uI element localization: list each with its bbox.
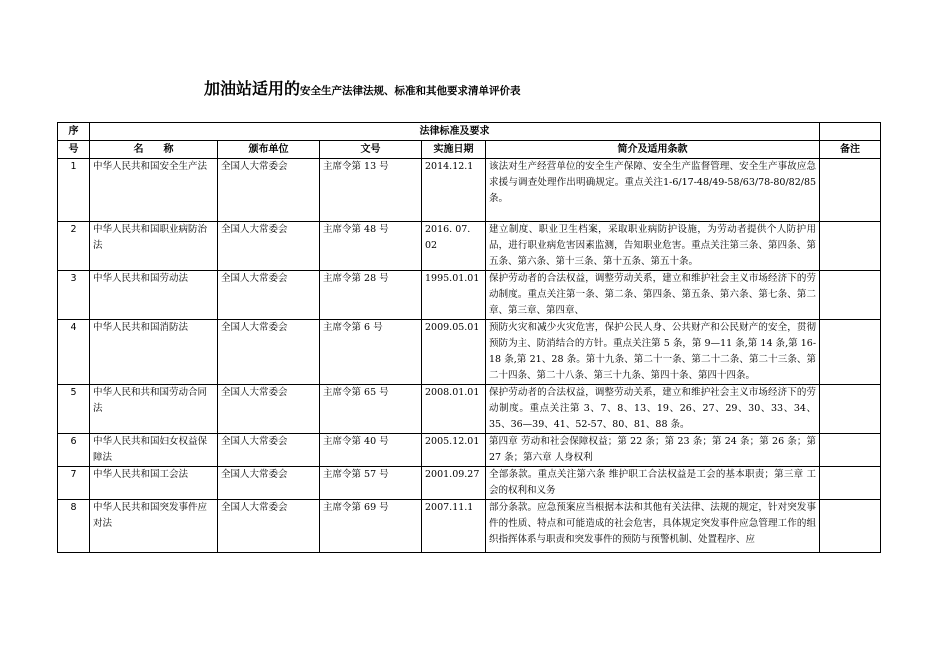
- row-date: 2016. 07. 02: [422, 222, 486, 271]
- header-remark-top: [820, 123, 881, 141]
- law-table: [57, 122, 881, 553]
- header-issuer: 颁布单位: [218, 141, 320, 159]
- row-issuer: 全国人大常委会: [218, 500, 320, 553]
- row-issuer: 全国人大常委会: [218, 434, 320, 467]
- header-group: 法律标准及要求: [90, 123, 820, 141]
- row-date: 2007.11.1: [422, 500, 486, 553]
- row-issuer: 全国人大常委会: [218, 385, 320, 434]
- row-doc-no: 主席令第 28 号: [320, 271, 422, 320]
- row-remark: [820, 320, 881, 385]
- row-summary: 建立制度、职业卫生档案，采取职业病防护设施，为劳动者提供个人防护用品，进行职业病危害因素监测，告知职业危害。重点关注第三条、第四条、第五条、第六条、第十三条、第十五条、第五十条。: [486, 222, 820, 271]
- row-summary: 第四章 劳动和社会保障权益；第 22 条；第 23 条；第 24 条；第 26 条；第 27 条；第六章 人身权利: [486, 434, 820, 467]
- table-row: [58, 320, 881, 385]
- row-name: 中华人民共和国劳动法: [90, 271, 218, 320]
- row-issuer: 全国人大常委会: [218, 271, 320, 320]
- row-summary: 保护劳动者的合法权益，调整劳动关系，建立和维护社会主义市场经济下的劳动制度。重点关注第一条、第二条、第四条、第五条、第六条、第七条、第二章、第三章、第四章、: [486, 271, 820, 320]
- row-date: 2008.01.01: [422, 385, 486, 434]
- table-row: [58, 271, 881, 320]
- row-date: 2009.05.01: [422, 320, 486, 385]
- header-index-bottom: 号: [58, 141, 90, 159]
- row-remark: [820, 159, 881, 222]
- row-remark: [820, 385, 881, 434]
- row-name: 中华人民共和国工会法: [90, 467, 218, 500]
- row-doc-no: 主席令第 6 号: [320, 320, 422, 385]
- row-remark: [820, 500, 881, 553]
- row-remark: [820, 434, 881, 467]
- row-doc-no: 主席令第 13 号: [320, 159, 422, 222]
- row-issuer: 全国人大常委会: [218, 159, 320, 222]
- row-index: 2: [58, 222, 90, 271]
- row-name: 中华人民共和国消防法: [90, 320, 218, 385]
- row-doc-no: 主席令第 69 号: [320, 500, 422, 553]
- row-date: 1995.01.01: [422, 271, 486, 320]
- row-doc-no: 主席令第 48 号: [320, 222, 422, 271]
- table-row: [58, 222, 881, 271]
- row-summary: 部分条款。应急预案应当根据本法和其他有关法律、法规的规定，针对突发事件的性质、特点和可能造成的社会危害，具体规定突发事件应急管理工作的组织指挥体系与职责和突发事件的预防与预警机制、处置程序、应: [486, 500, 820, 553]
- row-summary: 保护劳动者的合法权益，调整劳动关系，建立和维护社会主义市场经济下的劳动制度。重点关注第 3、7、8、13、19、26、27、29、30、33、34、35、36—39、41、52-57、80、81、88 条。: [486, 385, 820, 434]
- row-remark: [820, 467, 881, 500]
- header-remark: 备注: [820, 141, 881, 159]
- row-summary: 该法对生产经营单位的安全生产保障、安全生产监督管理、安全生产事故应急求援与调查处理作出明确规定。重点关注1-6/17-48/49-58/63/78-80/82/85 条。: [486, 159, 820, 222]
- row-name: 中华人民共和国妇女权益保障法: [90, 434, 218, 467]
- header-index-top: 序: [58, 123, 90, 141]
- table-row: [58, 159, 881, 222]
- row-index: 4: [58, 320, 90, 385]
- row-index: 8: [58, 500, 90, 553]
- table-row: [58, 467, 881, 500]
- row-remark: [820, 271, 881, 320]
- row-summary: 全部条款。重点关注第六条 维护职工合法权益是工会的基本职责；第三章 工会的权利和义务: [486, 467, 820, 500]
- row-name: 中华人民和共和国劳动合同法: [90, 385, 218, 434]
- row-issuer: 全国人大常委会: [218, 222, 320, 271]
- row-date: 2014.12.1: [422, 159, 486, 222]
- header-doc-no: 文号: [320, 141, 422, 159]
- row-index: 5: [58, 385, 90, 434]
- row-doc-no: 主席令第 57 号: [320, 467, 422, 500]
- table-row: [58, 500, 881, 553]
- row-date: 2001.09.27: [422, 467, 486, 500]
- row-date: 2005.12.01: [422, 434, 486, 467]
- row-doc-no: 主席令第 65 号: [320, 385, 422, 434]
- table-row: [58, 434, 881, 467]
- row-index: 7: [58, 467, 90, 500]
- row-remark: [820, 222, 881, 271]
- row-index: 6: [58, 434, 90, 467]
- row-index: 3: [58, 271, 90, 320]
- row-doc-no: 主席令第 40 号: [320, 434, 422, 467]
- header-name: 名 称: [90, 141, 218, 159]
- header-summary: 简介及适用条款: [486, 141, 820, 159]
- row-name: 中华人民共和国安全生产法: [90, 159, 218, 222]
- row-name: 中华人民共和国职业病防治法: [90, 222, 218, 271]
- row-index: 1: [58, 159, 90, 222]
- table-row: [58, 385, 881, 434]
- row-summary: 预防火灾和减少火灾危害，保护公民人身、公共财产和公民财产的安全，贯彻预防为主、防消结合的方针。重点关注第 5 条，第 9—11 条,第 14 条,第 16-18 条,第 21、28 条。第十九条、第二十一条、第二十二条、第二十三条、第二十四条、第二十八条、第三十九条、第四十条、第四十四条。: [486, 320, 820, 385]
- header-date: 实施日期: [422, 141, 486, 159]
- page-title: [204, 76, 521, 99]
- row-issuer: 全国人大常委会: [218, 467, 320, 500]
- row-name: 中华人民共和国突发事件应对法: [90, 500, 218, 553]
- row-issuer: 全国人大常委会: [218, 320, 320, 385]
- title-main: 加油站适用的: [204, 79, 301, 98]
- title-sub: 安全生产法律法规、标准和其他要求清单评价表: [300, 85, 521, 97]
